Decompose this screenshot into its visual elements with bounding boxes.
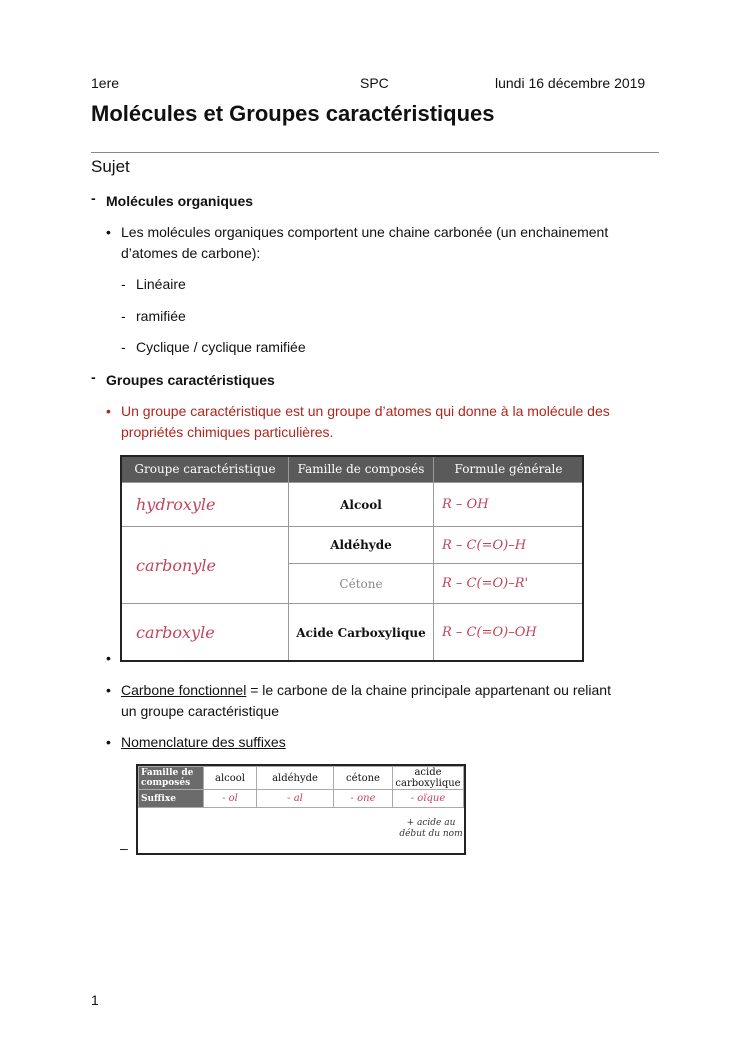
definition-line2: propriétés chimiques particulières. — [121, 424, 334, 440]
suffix-family: cétone — [334, 767, 393, 790]
header-class: 1ere — [91, 75, 120, 91]
formula-acide: R – C(=O)–OH — [434, 604, 584, 662]
suffix-family: aldéhyde — [256, 767, 333, 790]
list-item-ramifiee: ramifiée — [136, 308, 186, 324]
table2-dash: – — [120, 840, 128, 856]
family-aldehyde: Aldéhyde — [289, 527, 434, 564]
title-divider — [91, 152, 659, 153]
section1-bullet: • — [106, 224, 111, 240]
nomenclature-bullet: • — [106, 734, 111, 750]
suffix-family: alcool — [204, 767, 257, 790]
page-title: Molécules et Groupes caractéristiques — [91, 101, 495, 126]
carbone-line1 — [121, 680, 611, 701]
family-acide: Acide Carboxylique — [289, 604, 434, 662]
suffix-ol: - ol — [204, 790, 257, 808]
definition-bullet: • — [106, 403, 111, 419]
row-label-suffixe: Suffixe — [139, 790, 204, 808]
section1-title: Molécules organiques — [106, 193, 254, 209]
suffix-oique: - oïque — [393, 790, 464, 808]
list-dash: - — [121, 308, 126, 324]
definition-line1: Un groupe caractéristique est un groupe d’atomes qui donne à la molécule des — [121, 403, 610, 419]
row-label-famille: Famille de composés — [139, 767, 204, 790]
group-carbonyle: carbonyle — [122, 527, 289, 604]
carbone-bullet: • — [106, 682, 111, 698]
family-cetone: Cétone — [289, 564, 434, 604]
nomenclature-title: Nomenclature des suffixes — [121, 734, 286, 750]
section2-title: Groupes caractéristiques — [106, 372, 275, 388]
page-number: 1 — [91, 992, 99, 1008]
carbone-line2: un groupe caractéristique — [121, 703, 279, 719]
table-header: Formule générale — [434, 456, 584, 483]
formula-alcool: R – OH — [434, 483, 584, 527]
table-header: Famille de composés — [289, 456, 434, 483]
formula-aldehyde: R – C(=O)–H — [434, 527, 584, 564]
list-item-cyclique: Cyclique / cyclique ramifiée — [136, 339, 306, 355]
subtitle: Sujet — [91, 157, 130, 176]
suffix-family: acide carboxylique — [393, 767, 464, 790]
list-dash: - — [121, 276, 126, 292]
table1-frame — [120, 455, 584, 662]
carbone-rest: = le carbone de la chaine principale appartenant ou reliant — [246, 682, 611, 698]
family-alcool: Alcool — [289, 483, 434, 527]
formula-cetone: R – C(=O)–R' — [434, 564, 584, 604]
suffix-note: + acide au début du nom — [399, 818, 463, 839]
header-date: lundi 16 décembre 2019 — [495, 75, 646, 91]
suffix-one: - one — [334, 790, 393, 808]
header-subject: SPC — [360, 75, 389, 91]
suffix-al: - al — [256, 790, 333, 808]
table1-bullet: • — [106, 650, 111, 666]
section1-text-line2: d’atomes de carbone): — [121, 245, 261, 261]
table2-frame — [136, 764, 466, 855]
group-hydroxyle: hydroxyle — [122, 483, 289, 527]
list-item-lineaire: Linéaire — [136, 276, 186, 292]
section1-marker: - — [91, 190, 96, 206]
table-header: Groupe caractéristique — [122, 456, 289, 483]
section1-text-line1: Les molécules organiques comportent une chaine carbonée (un enchainement — [121, 224, 609, 240]
carbone-term: Carbone fonctionnel — [121, 682, 247, 698]
group-carboxyle: carboxyle — [122, 604, 289, 662]
section2-marker: - — [91, 369, 96, 385]
list-dash: - — [121, 339, 126, 355]
